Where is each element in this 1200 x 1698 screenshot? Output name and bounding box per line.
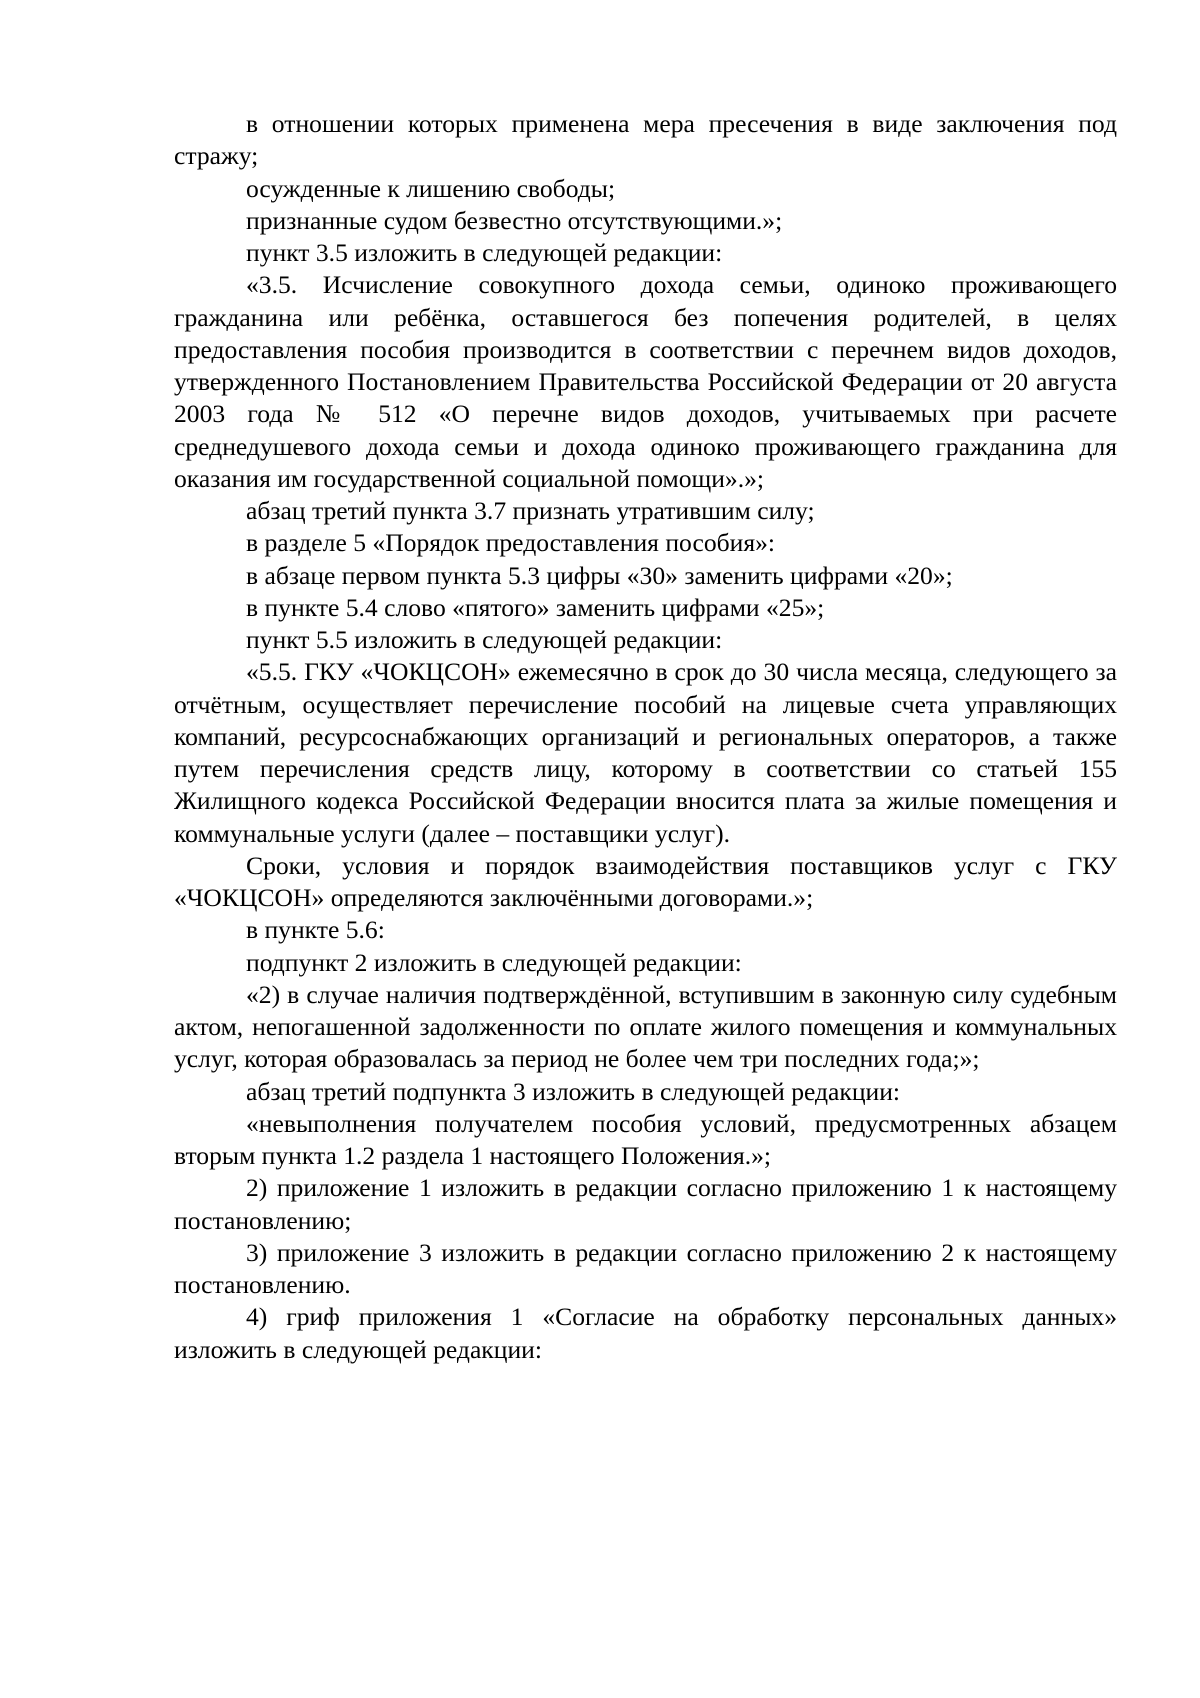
paragraph-clause-5-5-text: «5.5. ГКУ «ЧОКЦСОН» ежемесячно в срок до 30 числа месяца, следующего за отчётным, осуществляет перечисление пособий на лицевые счета управляющих компаний, ресурсоснабжающих организаций и региональных операторов, а также путем перечисления средств лицу, которому в соответствии со статьей 155 Жилищного кодекса Российской Федерации вносится плата за жилые помещения и коммунальные услуги (далее – поставщики услуг). bbox=[174, 657, 1117, 848]
paragraph-terms-conditions: Сроки, условия и порядок взаимодействия поставщиков услуг с ГКУ «ЧОКЦСОН» определяются заключёнными договорами.»; bbox=[174, 850, 1117, 912]
paragraph-subclause-2-text: «2) в случае наличия подтверждённой, вступившим в законную силу судебным актом, непогашенной задолженности по оплате жилого помещения и коммунальных услуг, которая образовалась за период не более чем три последних года;»; bbox=[174, 979, 1117, 1074]
paragraph-clause-5-6: в пункте 5.6: bbox=[246, 915, 385, 945]
paragraph-appendix-1: 2) приложение 1 изложить в редакции согласно приложению 1 к настоящему постановлению; bbox=[174, 1173, 1117, 1235]
paragraph-amend-subclause-3: абзац третий подпункта 3 изложить в следующей редакции: bbox=[246, 1076, 901, 1106]
paragraph-appendix-3: 3) приложение 3 изложить в редакции согласно приложению 2 к настоящему постановлению. bbox=[174, 1237, 1117, 1299]
paragraph-amend-subclause-2: подпункт 2 изложить в следующей редакции: bbox=[246, 947, 742, 977]
paragraph-amend-5-3: в абзаце первом пункта 5.3 цифры «30» заменить цифрами «20»; bbox=[246, 560, 953, 590]
paragraph-amend-3-5: пункт 3.5 изложить в следующей редакции: bbox=[246, 238, 723, 267]
paragraph-section-5: в разделе 5 «Порядок предоставления пособия»: bbox=[246, 528, 776, 558]
document-page bbox=[174, 108, 1117, 1366]
paragraph-convicted: осужденные к лишению свободы; bbox=[246, 173, 616, 203]
paragraph-detention: в отношении которых применена мера пресечения в виде заключения под стражу; bbox=[174, 109, 1117, 171]
paragraph-missing-persons: признанные судом безвестно отсутствующими.»; bbox=[246, 205, 783, 235]
paragraph-appendix-1-heading: 4) гриф приложения 1 «Согласие на обработку персональных данных» изложить в следующей редакции: bbox=[174, 1302, 1117, 1364]
paragraph-subclause-3-text: «невыполнения получателем пособия условий, предусмотренных абзацем вторым пункта 1.2 раздела 1 настоящего Положения.»; bbox=[174, 1108, 1117, 1170]
paragraph-repeal-3-7: абзац третий пункта 3.7 признать утратившим силу; bbox=[246, 496, 815, 525]
paragraph-amend-5-4: в пункте 5.4 слово «пятого» заменить цифрами «25»; bbox=[246, 592, 825, 622]
paragraph-amend-5-5: пункт 5.5 изложить в следующей редакции: bbox=[246, 625, 723, 654]
paragraph-clause-3-5-text: «3.5. Исчисление совокупного дохода семьи, одиноко проживающего гражданина или ребёнка, оставшегося без попечения родителей, в целях предоставления пособия производится в соответствии с перечнем видов доходов, утвержденного Постановлением Правительства Российской Федерации от 20 августа 2003 года № 512 «О перечне видов доходов, учитываемых при расчете среднедушевого дохода семьи и дохода одиноко проживающего гражданина для оказания им государственной социальной помощи».»; bbox=[174, 270, 1117, 493]
